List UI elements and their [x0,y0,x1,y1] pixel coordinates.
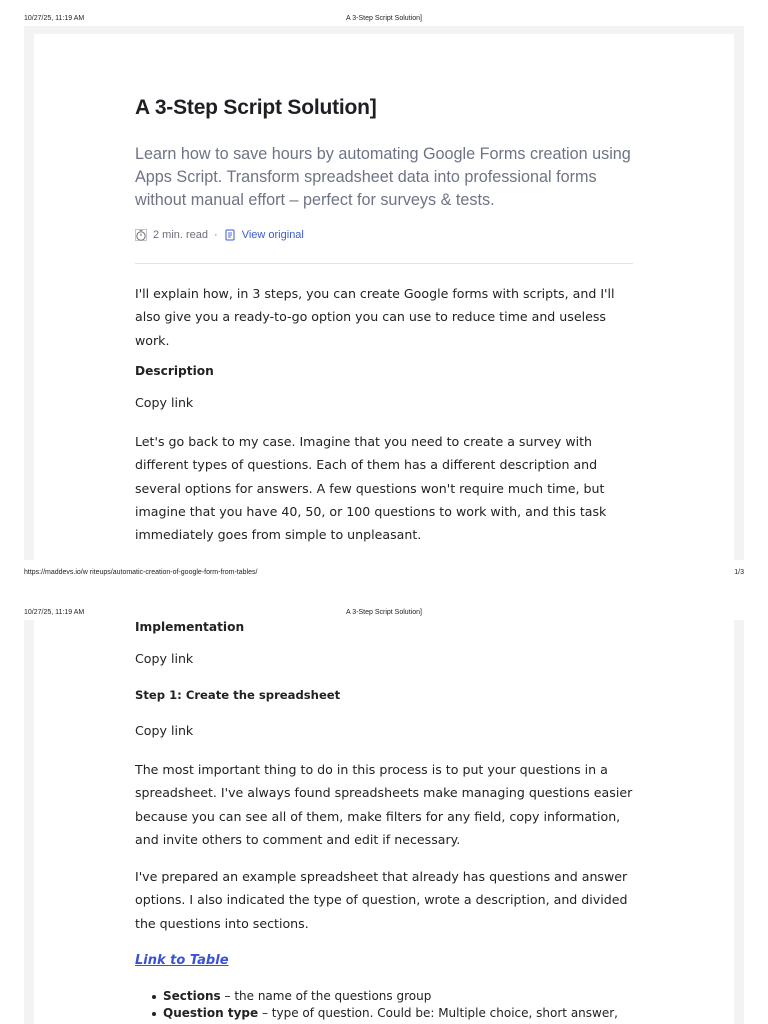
print-footer [0,569,768,583]
list-item-term: Question type [163,1006,259,1020]
print-url: https://maddevs.io/w riteups/automatic-creation-of-google-form-from-tables/ [24,569,258,576]
step1-heading: Step 1: Create the spreadsheet [135,688,341,702]
copy-link-description [135,395,635,410]
link-to-table-wrap [135,951,635,969]
document-icon [224,229,236,241]
link-to-table[interactable]: Link to Table [135,953,229,968]
copy-link-button[interactable]: Copy link [135,395,194,410]
view-original-link[interactable]: View original [241,229,304,241]
step1-paragraph-1: The most important thing to do in this process is to put your questions in a spreadsheet. I've always found spreadsheets make managing questions easier because you can see all of them, make filters for any field, copy information, and invite others to comment and edit if necessary. [135,762,633,847]
print-title: A 3-Step Script Solution] [346,609,422,616]
copy-link-button[interactable]: Copy link [135,651,194,666]
list-item [135,988,635,1005]
stopwatch-icon [135,229,147,241]
implementation-heading: Implementation [135,620,245,634]
description-heading: Description [135,364,214,378]
description-paragraph: Let's go back to my case. Imagine that you need to create a survey with different types of questions. Each of them has a different description and several options for answers. A few questions won't require much time, but imagine that you have 40, 50, or 100 questions to work with, and this task immediately goes from simple to unpleasant. [135,434,607,543]
list-item-term: Sections [163,989,221,1003]
copy-link-button[interactable]: Copy link [135,723,194,738]
list-item-text: – type of question. Could be: Multiple choice, short answer, [258,1006,618,1020]
print-title: A 3-Step Script Solution] [346,15,422,22]
step1-paragraph-2: I've prepared an example spreadsheet that already has questions and answer options. I also indicated the type of question, wrote a description, and divided the questions into sections. [135,869,628,931]
intro-paragraph: I'll explain how, in 3 steps, you can create Google forms with scripts, and I'll also give you a ready-to-go option you can use to reduce time and useless work. [135,286,615,348]
copy-link-implementation [135,651,635,666]
fields-list [135,988,635,1022]
article-lead: Learn how to save hours by automating Google Forms creation using Apps Script. Transform spreadsheet data into professional forms without manual effort – perfect for surveys & tests. [135,145,631,209]
print-page-number: 1/3 [734,569,744,576]
print-date: 10/27/25, 11:19 AM [24,609,85,616]
list-item [135,1005,635,1022]
read-time: 2 min. read [153,229,209,241]
article-title: A 3-Step Script Solution] [135,96,377,119]
divider [135,263,633,264]
print-date: 10/27/25, 11:19 AM [24,15,85,22]
meta-separator: · [214,229,218,241]
list-item-text: – the name of the questions group [220,989,432,1003]
copy-link-step1 [135,723,635,738]
article-meta [135,229,635,241]
